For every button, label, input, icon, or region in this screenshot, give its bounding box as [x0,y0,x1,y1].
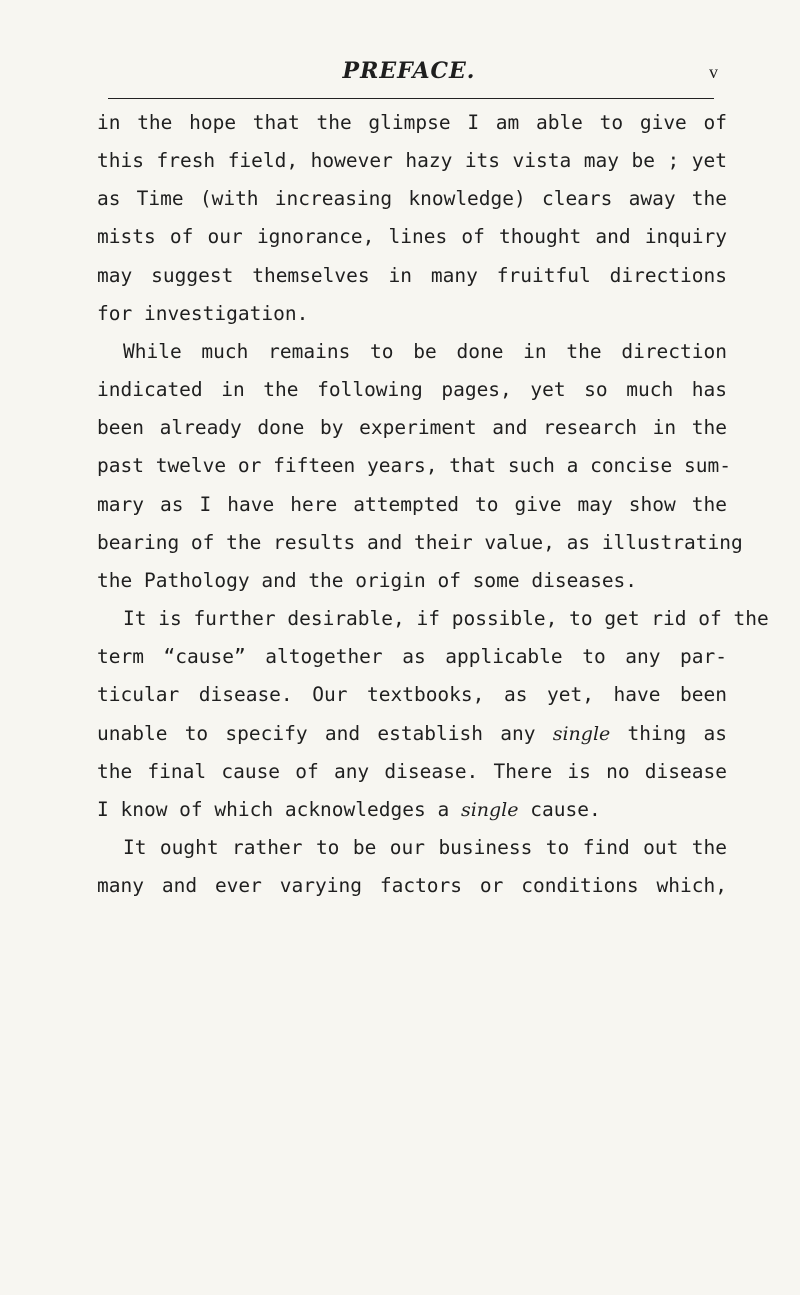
text-line: may suggest themselves in many fruitful directions [97,263,727,287]
text-run: thing as [610,721,727,745]
text-run: cause. [518,797,601,821]
text-line: indicated in the following pages, yet so much has [97,378,727,402]
running-title: PREFACE. [342,58,476,84]
text-line: in the hope that the glimpse I am able to give of [97,111,727,134]
text-line [97,791,727,829]
text-line: past twelve or fifteen years, that such a concise sum- [97,454,731,478]
text-line: this fresh field, however hazy its vista may be ; yet [97,149,727,173]
text-line: While much remains to be done in the direction [123,339,727,363]
text-line: term “cause” altogether as applicable to any par- [97,645,727,669]
text-line: been already done by experiment and research in the [97,416,727,440]
text-line: the final cause of any disease. There is no disease [97,759,727,783]
text-line: many and ever varying factors or conditions which, [97,874,727,898]
text-run: I know of which acknowledges a [97,797,461,821]
header-rule [108,98,714,99]
text-line: mary as I have here attempted to give may show the [97,492,727,516]
text-line: mists of our ignorance, lines of thought and inquiry [97,225,727,249]
text-line [97,715,727,753]
body-text [97,104,769,905]
text-line: bearing of the results and their value, as illustrating [97,530,743,554]
text-line: It is further desirable, if possible, to get rid of the [123,607,769,631]
text-line: the Pathology and the origin of some diseases. [97,568,638,592]
italic-emphasis: single [460,798,519,821]
text-line: as Time (with increasing knowledge) clears away the [97,187,727,211]
text-line: for investigation. [97,301,309,325]
text-run: unable to specify and establish any [97,721,553,745]
text-line: It ought rather to be our business to find out the [123,835,727,859]
italic-emphasis: single [552,722,611,745]
text-line: ticular disease. Our textbooks, as yet, have been [97,683,727,707]
running-head [100,58,718,88]
page-number: v [709,62,718,82]
